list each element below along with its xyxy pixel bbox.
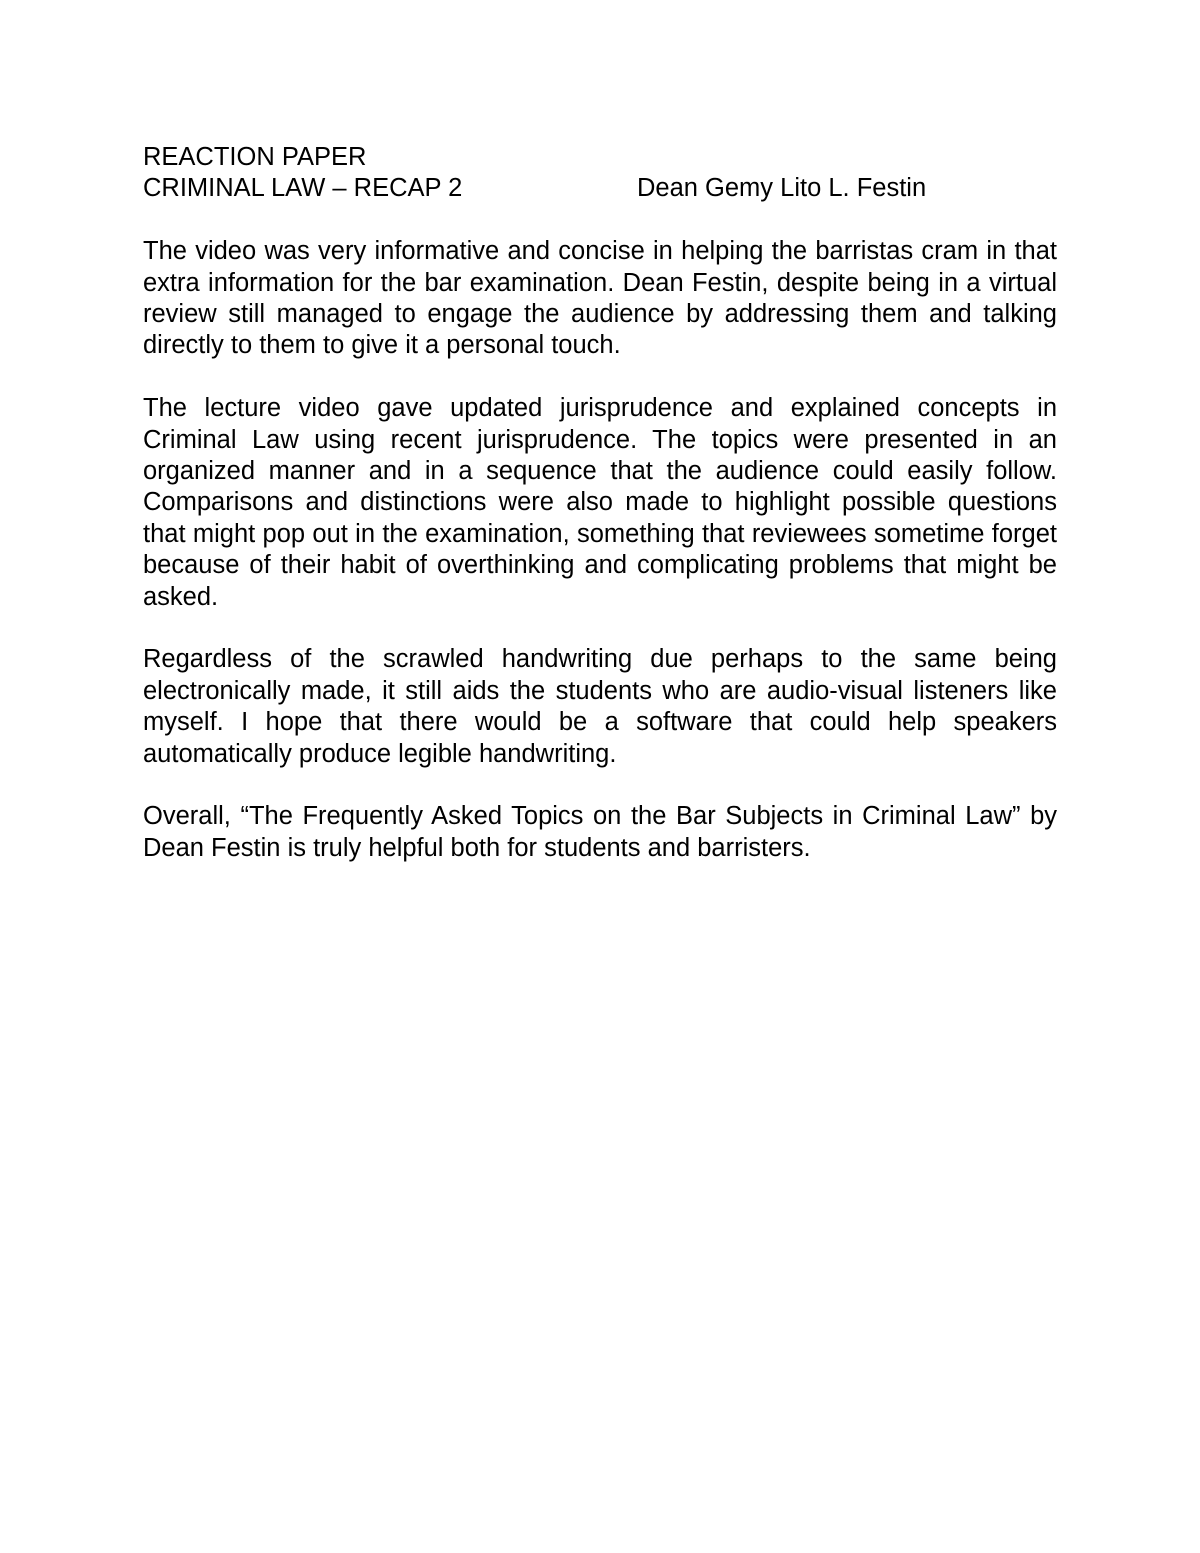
course-title: CRIMINAL LAW – RECAP 2 — [143, 174, 463, 203]
document-body — [143, 142, 1057, 864]
document-heading: REACTION PAPER — [143, 143, 367, 171]
paragraph-3: Regardless of the scrawled handwriting due perhaps to the same being electronically made, it still aids the students who are audio-visual listeners like myself. I hope that there would be a software that could help speakers automatically produce legible handwriting. — [143, 645, 1057, 768]
paragraph-1: The video was very informative and concise in helping the barristas cram in that extra information for the bar examination. Dean Festin, despite being in a virtual review still managed to engage the audience by addressing them and talking directly to them to give it a personal touch. — [143, 237, 1057, 360]
paragraph-4: Overall, “The Frequently Asked Topics on the Bar Subjects in Criminal Law” by Dean Festin is truly helpful both for students and barristers. — [143, 802, 1057, 862]
paragraph-2: The lecture video gave updated jurisprudence and explained concepts in Criminal Law using recent jurisprudence. The topics were presented in an organized manner and in a sequence that the audience could easily follow. Comparisons and distinctions were also made to highlight possible questions that might pop out in the examination, something that reviewees sometime forget because of their habit of overthinking and complicating problems that might be asked. — [143, 394, 1057, 611]
subheading-row — [143, 173, 1057, 204]
author-name: Dean Gemy Lito L. Festin — [637, 174, 927, 203]
